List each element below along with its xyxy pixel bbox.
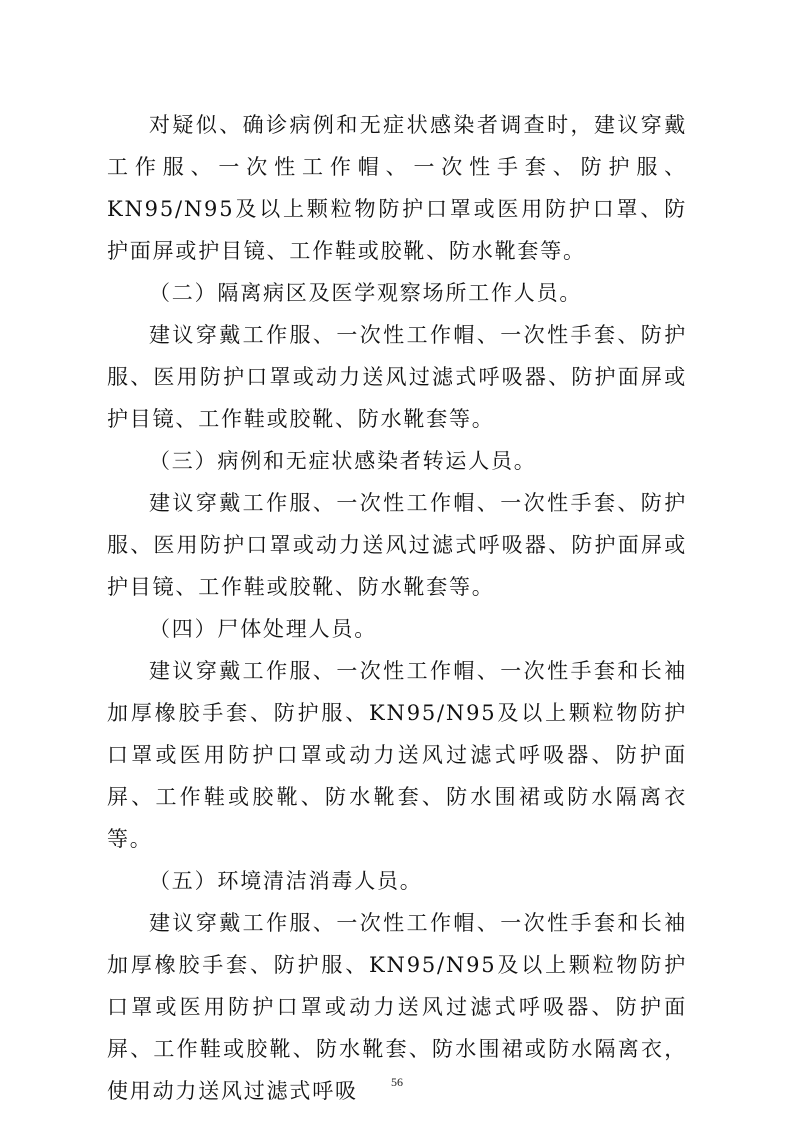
heading-disinfection-staff: （五）环境清洁消毒人员。 [149,869,423,893]
heading-isolation-ward-staff: （二）隔离病区及医学观察场所工作人员。 [149,281,583,305]
heading-body-handling-staff: （四）尸体处理人员。 [149,617,377,641]
paragraph-isolation-ward-staff: 建议穿戴工作服、一次性工作帽、一次性手套、防护服、医用防护口罩或动力送风过滤式呼吸器、防护面屏或护目镜、工作鞋或胶靴、防水靴套等。 [107,323,687,431]
heading-transfer-staff: （三）病例和无症状感染者转运人员。 [149,449,537,473]
document-page [107,104,687,1112]
paragraph-disinfection-staff: 建议穿戴工作服、一次性工作帽、一次性手套和长袖加厚橡胶手套、防护服、KN95/N95及以上颗粒物防护口罩或医用防护口罩或动力送风过滤式呼吸器、防护面屏、工作鞋或胶靴、防水靴套、防水围裙或防水隔离衣，使用动力送风过滤式呼吸 [107,911,687,1103]
page-number: 56 [391,1075,403,1089]
paragraph-transfer-staff: 建议穿戴工作服、一次性工作帽、一次性手套、防护服、医用防护口罩或动力送风过滤式呼吸器、防护面屏或护目镜、工作鞋或胶靴、防水靴套等。 [107,491,687,599]
paragraph-body-handling-staff: 建议穿戴工作服、一次性工作帽、一次性手套和长袖加厚橡胶手套、防护服、KN95/N95及以上颗粒物防护口罩或医用防护口罩或动力送风过滤式呼吸器、防护面屏、工作鞋或胶靴、防水靴套、防水围裙或防水隔离衣等。 [107,659,687,851]
paragraph-investigation: 对疑似、确诊病例和无症状感染者调查时，建议穿戴工作服、一次性工作帽、一次性手套、防护服、KN95/N95及以上颗粒物防护口罩或医用防护口罩、防护面屏或护目镜、工作鞋或胶靴、防水靴套等。 [107,113,687,263]
